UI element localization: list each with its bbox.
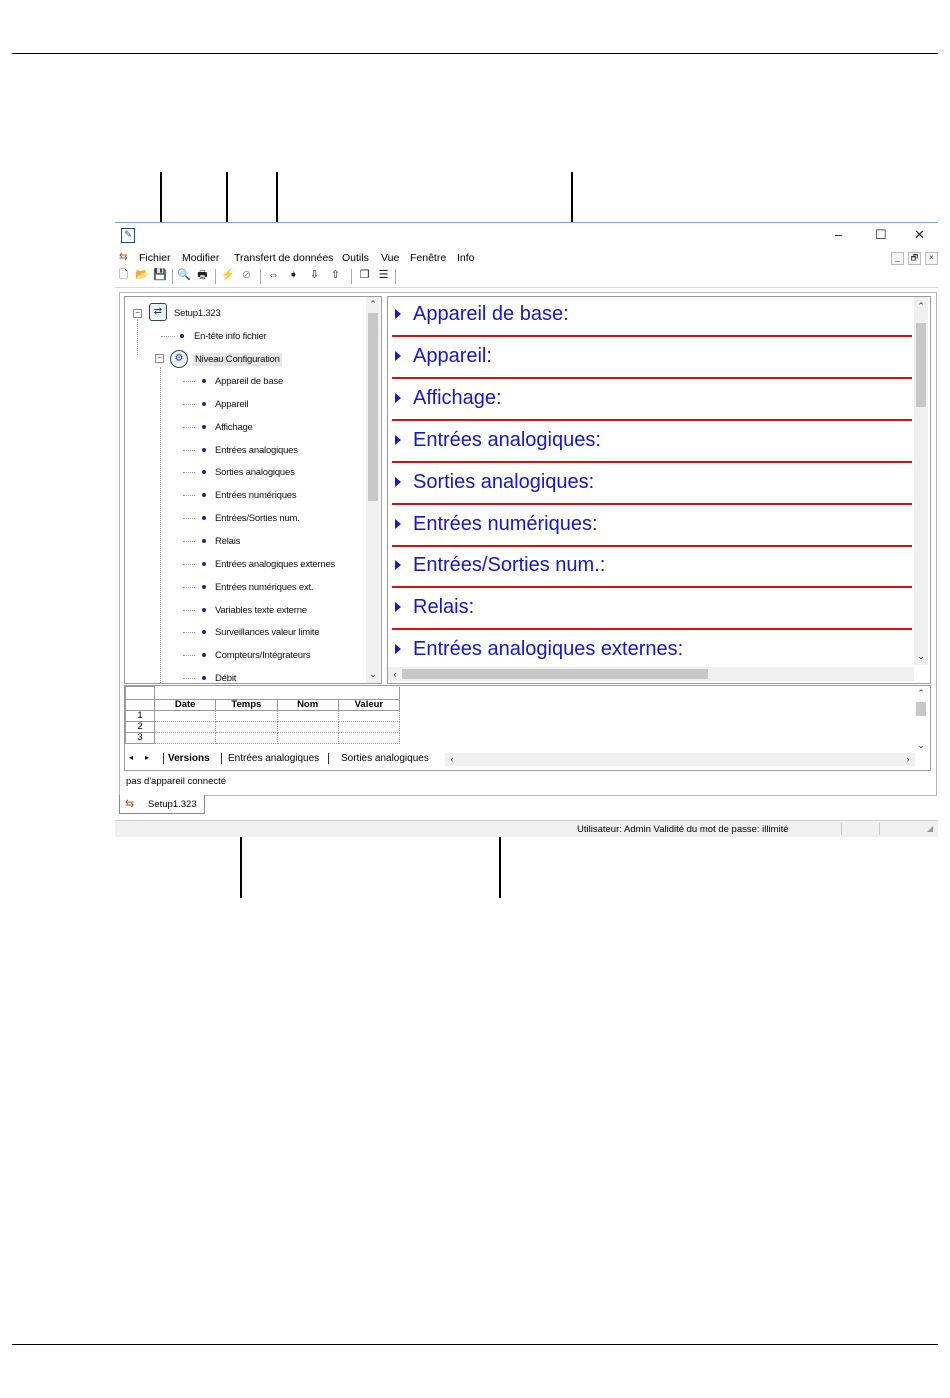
section-title: Entrées/Sorties num.: bbox=[413, 554, 606, 577]
main-vertical-scrollbar[interactable] bbox=[914, 297, 928, 665]
window-border bbox=[115, 222, 938, 223]
minimize-button[interactable]: – bbox=[835, 227, 843, 242]
tree-bullet bbox=[202, 539, 206, 543]
read-from-device-icon[interactable]: ⇩ bbox=[309, 269, 320, 281]
expand-arrow-icon[interactable] bbox=[395, 644, 401, 654]
save-icon[interactable]: 💾 bbox=[153, 269, 167, 281]
bottom-vertical-scrollbar[interactable] bbox=[914, 686, 928, 752]
main-panel bbox=[387, 296, 931, 684]
menu-modifier[interactable]: Modifier bbox=[182, 252, 220, 264]
tree-guide bbox=[183, 518, 195, 519]
menu-fenetre[interactable]: Fenêtre bbox=[410, 252, 447, 264]
tree-item[interactable]: Appareil de base bbox=[215, 376, 284, 387]
table-cell[interactable] bbox=[277, 722, 338, 733]
tree-bullet bbox=[202, 470, 206, 474]
open-folder-icon[interactable]: 📂 bbox=[135, 269, 149, 281]
menu-vue[interactable]: Vue bbox=[381, 252, 400, 264]
tree-collapse-root[interactable]: − bbox=[133, 309, 142, 318]
menu-bar bbox=[115, 250, 938, 266]
scroll-right-arrow-icon[interactable]: › bbox=[906, 754, 910, 764]
tree-bullet bbox=[202, 516, 206, 520]
status-divider bbox=[841, 823, 842, 835]
section-title: Affichage: bbox=[413, 386, 502, 409]
tab-versions[interactable]: Versions bbox=[163, 753, 210, 764]
connect-icon[interactable]: ⚡ bbox=[221, 269, 235, 281]
section-separator bbox=[392, 377, 912, 379]
tab-scroll-left-icon[interactable]: ◂ bbox=[129, 753, 134, 762]
expand-arrow-icon[interactable] bbox=[395, 393, 401, 403]
table-row[interactable] bbox=[126, 722, 400, 733]
tree-bullet bbox=[202, 653, 206, 657]
tree-bullet bbox=[202, 585, 206, 589]
menu-info[interactable]: Info bbox=[457, 252, 475, 264]
tree-bullet bbox=[202, 608, 206, 612]
table-header-blank bbox=[126, 700, 155, 711]
tree-guide bbox=[161, 336, 175, 337]
expand-arrow-icon[interactable] bbox=[395, 477, 401, 487]
tree-guide bbox=[137, 319, 138, 355]
new-file-icon[interactable]: 🗋 bbox=[119, 269, 128, 281]
tree-guide bbox=[183, 495, 195, 496]
expand-arrow-icon[interactable] bbox=[395, 351, 401, 361]
scroll-thumb[interactable] bbox=[368, 313, 378, 501]
tree-item[interactable]: Débit bbox=[215, 673, 237, 684]
expand-arrow-icon[interactable] bbox=[395, 519, 401, 529]
tree-bullet bbox=[202, 676, 206, 680]
tree-item[interactable]: Entrées numériques bbox=[215, 490, 297, 502]
tree-file-header[interactable]: En-tête info fichier bbox=[194, 331, 267, 342]
close-button[interactable]: ✕ bbox=[914, 227, 925, 242]
tree-bullet bbox=[202, 425, 206, 429]
status-divider bbox=[879, 823, 880, 835]
tree-root[interactable]: Setup1.323 bbox=[174, 308, 221, 319]
scroll-up-arrow-icon[interactable]: ⌃ bbox=[917, 688, 925, 698]
tree-bullet bbox=[202, 448, 206, 452]
tree-guide bbox=[183, 610, 195, 611]
tree-item[interactable]: Compteurs/Intégrateurs bbox=[215, 650, 311, 662]
data-table bbox=[125, 686, 400, 744]
tree-guide bbox=[183, 541, 195, 542]
row-number: 1 bbox=[126, 711, 155, 722]
print-preview-icon[interactable]: 🔍 bbox=[177, 269, 191, 281]
expand-arrow-icon[interactable] bbox=[395, 435, 401, 445]
application-window bbox=[115, 222, 938, 836]
bottom-rule bbox=[12, 1344, 938, 1345]
tree-guide bbox=[183, 678, 195, 679]
tree-guide bbox=[183, 632, 195, 633]
section-header[interactable] bbox=[388, 548, 912, 590]
tree-item[interactable]: Entrées analogiques bbox=[215, 444, 298, 456]
tree-guide bbox=[183, 450, 195, 451]
toolbar-separator bbox=[351, 269, 352, 284]
table-header-temps[interactable]: Temps bbox=[216, 700, 277, 711]
menu-doc-icon[interactable]: ⇆ bbox=[119, 251, 128, 263]
tree-guide bbox=[183, 404, 195, 405]
tree-item[interactable]: Appareil bbox=[215, 398, 249, 410]
main-horizontal-scrollbar[interactable] bbox=[388, 667, 914, 681]
tree-guide bbox=[183, 587, 195, 588]
section-separator bbox=[392, 545, 912, 547]
data-transfer-icon[interactable]: ⇔ bbox=[268, 269, 279, 281]
write-to-device-icon[interactable]: ⇧ bbox=[330, 269, 341, 281]
tree-bullet bbox=[202, 562, 206, 566]
document-tab-icon: ⇆ bbox=[125, 798, 135, 810]
top-rule bbox=[12, 53, 938, 54]
bottom-panel bbox=[124, 685, 931, 771]
row-number: 3 bbox=[126, 733, 155, 744]
scroll-left-arrow-icon[interactable]: ‹ bbox=[450, 754, 454, 764]
table-group-header bbox=[155, 687, 400, 700]
sheet-tabs bbox=[125, 753, 930, 769]
mdi-restore-button[interactable]: 🗗 bbox=[908, 252, 921, 265]
scroll-down-arrow-icon[interactable]: ⌄ bbox=[917, 651, 925, 661]
menu-outils[interactable]: Outils bbox=[342, 252, 369, 264]
scroll-up-arrow-icon[interactable]: ⌃ bbox=[369, 299, 377, 309]
table-cell[interactable] bbox=[338, 711, 399, 722]
section-header[interactable] bbox=[388, 590, 912, 632]
table-row[interactable] bbox=[126, 711, 400, 722]
toolbar-separator bbox=[260, 269, 261, 284]
maximize-button[interactable]: ☐ bbox=[875, 227, 887, 242]
scroll-left-arrow-icon[interactable]: ‹ bbox=[393, 669, 397, 679]
table-cell[interactable] bbox=[216, 722, 277, 733]
mdi-minimize-button[interactable]: _ bbox=[891, 252, 904, 265]
menu-fichier[interactable]: Fichier bbox=[139, 252, 171, 264]
scroll-thumb[interactable] bbox=[916, 323, 926, 407]
tree-item[interactable]: Entrées numériques ext. bbox=[215, 581, 314, 593]
table-corner bbox=[126, 687, 155, 700]
table-cell[interactable] bbox=[277, 733, 338, 744]
table-cell[interactable] bbox=[338, 722, 399, 733]
print-icon[interactable]: 🖶 bbox=[197, 269, 208, 281]
section-header[interactable] bbox=[388, 465, 912, 507]
section-separator bbox=[392, 461, 912, 463]
connection-status: pas d'appareil connecté bbox=[126, 776, 227, 787]
section-title: Entrées numériques: bbox=[413, 512, 598, 535]
table-cell[interactable] bbox=[216, 733, 277, 744]
setup-file-icon: ⇄ bbox=[149, 303, 167, 321]
tree-bullet bbox=[202, 630, 206, 634]
toolbar-separator bbox=[215, 269, 216, 284]
tree-bullet bbox=[202, 379, 206, 383]
toolbar-separator bbox=[395, 269, 396, 284]
table-cell[interactable] bbox=[277, 711, 338, 722]
table-header-date[interactable]: Date bbox=[155, 700, 216, 711]
tree-item[interactable]: Affichage bbox=[215, 421, 253, 433]
section-header[interactable] bbox=[388, 339, 912, 381]
tab-entrees-analogiques[interactable]: Entrées analogiques bbox=[221, 753, 319, 764]
toolbar-separator bbox=[172, 269, 173, 284]
expand-arrow-icon[interactable] bbox=[395, 560, 401, 570]
section-title: Relais: bbox=[413, 596, 475, 619]
tree-collapse-config[interactable]: − bbox=[155, 354, 164, 363]
resize-grip-icon[interactable]: ◢ bbox=[927, 824, 934, 833]
section-title: Sorties analogiques: bbox=[413, 470, 595, 493]
user-status: Utilisateur: Admin Validité du mot de passe: illimité bbox=[577, 824, 789, 835]
tree-vertical-scrollbar[interactable] bbox=[366, 297, 380, 683]
expand-arrow-icon[interactable] bbox=[395, 309, 401, 319]
scroll-thumb[interactable] bbox=[402, 669, 708, 679]
tree-guide bbox=[183, 655, 195, 656]
table-header-nom[interactable]: Nom bbox=[277, 700, 338, 711]
tree-guide bbox=[183, 381, 195, 382]
section-title: Entrées analogiques: bbox=[413, 428, 601, 451]
table-header-valeur[interactable]: Valeur bbox=[338, 700, 399, 711]
configuration-level-icon: ⚙ bbox=[170, 350, 188, 368]
tree-bullet bbox=[202, 493, 206, 497]
cascade-windows-icon[interactable]: ❐ bbox=[359, 269, 370, 281]
scroll-down-arrow-icon[interactable]: ⌄ bbox=[917, 740, 925, 750]
row-number: 2 bbox=[126, 722, 155, 733]
tree-guide bbox=[183, 472, 195, 473]
table-cell[interactable] bbox=[338, 733, 399, 744]
tree-bullet bbox=[180, 334, 184, 338]
tab-scroll-right-icon[interactable]: ▸ bbox=[145, 753, 150, 762]
table-cell[interactable] bbox=[216, 711, 277, 722]
expand-arrow-icon[interactable] bbox=[395, 602, 401, 612]
tree-item[interactable]: Entrées/Sorties num. bbox=[215, 513, 300, 525]
table-cell[interactable] bbox=[155, 711, 216, 722]
toolbar bbox=[115, 267, 938, 288]
disconnect-icon[interactable]: ⊘ bbox=[241, 269, 252, 281]
status-bar bbox=[115, 820, 938, 837]
app-icon[interactable]: ✎ bbox=[121, 228, 135, 243]
scroll-down-arrow-icon[interactable]: ⌄ bbox=[369, 669, 377, 679]
tree-item[interactable]: Relais bbox=[215, 535, 241, 547]
section-title: Entrées analogiques externes: bbox=[413, 638, 684, 661]
document-tab-label: Setup1.323 bbox=[148, 799, 197, 810]
section-separator bbox=[392, 419, 912, 421]
tab-sorties-analogiques[interactable]: Sorties analogiques bbox=[328, 753, 429, 764]
send-to-device-icon[interactable]: ➧ bbox=[288, 269, 299, 281]
section-separator bbox=[392, 503, 912, 505]
tree-config-level[interactable]: Niveau Configuration bbox=[195, 354, 280, 365]
section-title: Appareil: bbox=[413, 344, 492, 367]
tree-item[interactable]: Surveillances valeur limite bbox=[215, 627, 320, 639]
tree-guide bbox=[183, 427, 195, 428]
section-separator bbox=[392, 335, 912, 337]
tree-item[interactable]: Sorties analogiques bbox=[215, 467, 295, 479]
section-title: Appareil de base: bbox=[413, 303, 569, 325]
tree-bullet bbox=[202, 402, 206, 406]
section-header[interactable] bbox=[388, 297, 912, 339]
table-cell[interactable] bbox=[155, 722, 216, 733]
section-header[interactable] bbox=[388, 381, 912, 423]
mdi-close-button[interactable]: × bbox=[925, 252, 938, 265]
tree-item[interactable]: Entrées analogiques externes bbox=[215, 558, 336, 570]
tree-panel bbox=[124, 296, 382, 684]
document-tab[interactable] bbox=[119, 795, 205, 814]
scroll-thumb[interactable] bbox=[916, 702, 926, 716]
section-separator bbox=[392, 628, 912, 630]
table-row[interactable] bbox=[126, 733, 400, 744]
tree-guide bbox=[183, 564, 195, 565]
section-header[interactable] bbox=[388, 423, 912, 465]
menu-transfert[interactable]: Transfert de données bbox=[234, 252, 334, 264]
table-cell[interactable] bbox=[155, 733, 216, 744]
tree-guide bbox=[160, 367, 161, 684]
section-separator bbox=[392, 586, 912, 588]
section-header[interactable] bbox=[388, 507, 912, 549]
tile-windows-icon[interactable]: ☰ bbox=[378, 269, 389, 281]
tree-item[interactable]: Variables texte externe bbox=[215, 604, 307, 616]
scroll-up-arrow-icon[interactable]: ⌃ bbox=[917, 301, 925, 311]
bottom-horizontal-scrollbar[interactable] bbox=[445, 753, 915, 766]
